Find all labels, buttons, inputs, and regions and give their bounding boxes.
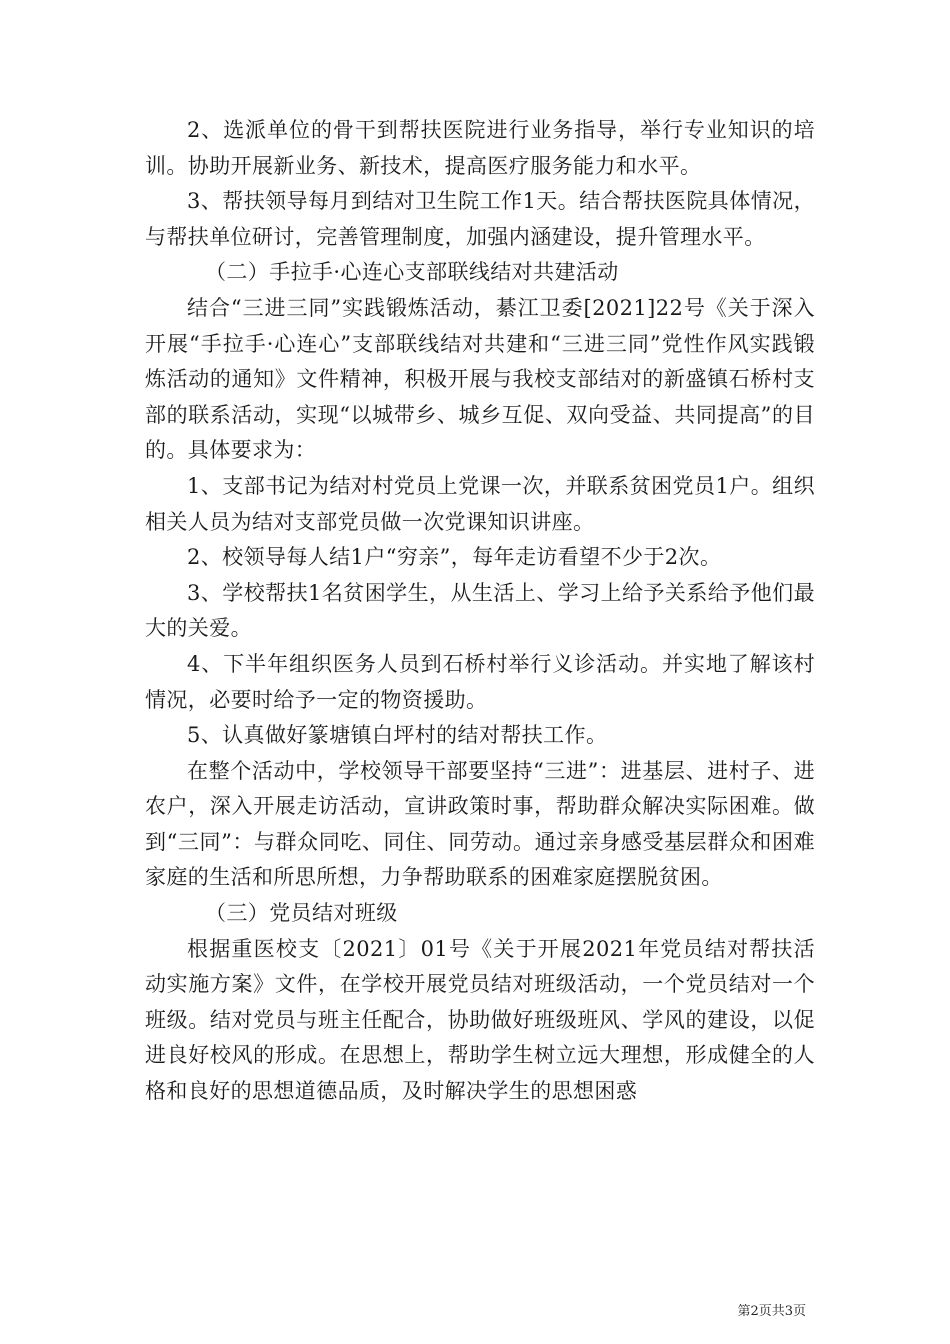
paragraph-three-in-three-same: 在整个活动中，学校领导干部要坚持“三进”：进基层、进村子、进农户，深入开展走访活动，宣讲政策时事，帮助群众解决实际困难。做到“三同”：与群众同吃、同住、同劳动。通过亲身感受基层群众和困难家庭的生活和所思所想，力争帮助联系的困难家庭摆脱贫困。 [145, 758, 815, 890]
paragraph-section-2-intro: 结合“三进三同”实践锻炼活动，綦江卫委[2021]22号《关于深入开展“手拉手·心连心”支部联线结对共建和“三进三同”党性作风实践锻炼活动的通知》文件精神，积极开展与我校支部结对的新盛镇石桥村支部的联系活动，实现“以城带乡、城乡互促、双向受益、共同提高”的目的。具体要求为： [145, 295, 815, 463]
paragraph-requirement-3: 3、学校帮扶1名贫困学生，从生活上、学习上给予关系给予他们最大的关爱。 [145, 580, 815, 641]
paragraph-item-3: 3、帮扶领导每月到结对卫生院工作1天。结合帮扶医院具体情况，与帮扶单位研讨，完善管理制度，加强内涵建设，提升管理水平。 [145, 189, 815, 249]
paragraph-requirement-2: 2、校领导每人结1户“穷亲”，每年走访看望不少于2次。 [187, 545, 722, 570]
section-heading-3: （三）党员结对班级 [205, 901, 398, 926]
paragraph-requirement-4: 4、下半年组织医务人员到石桥村举行义诊活动。并实地了解该村情况，必要时给予一定的物资援助。 [145, 651, 815, 712]
document-body [145, 113, 815, 1110]
section-heading-2: （二）手拉手·心连心支部联线结对共建活动 [205, 260, 619, 285]
paragraph-section-3-body: 根据重医校支〔2021〕01号《关于开展2021年党员结对帮扶活动实施方案》文件，在学校开展党员结对班级活动，一个党员结对一个班级。结对党员与班主任配合，协助做好班级班风、学风的建设，以促进良好校风的形成。在思想上，帮助学生树立远大理想，形成健全的人格和良好的思想道德品质，及时解决学生的思想困惑 [145, 936, 815, 1104]
page-number-footer: 第2页共3页 [737, 1304, 806, 1319]
paragraph-requirement-5: 5、认真做好篆塘镇白坪村的结对帮扶工作。 [187, 723, 608, 748]
paragraph-requirement-1: 1、支部书记为结对村党员上党课一次，并联系贫困党员1户。组织相关人员为结对支部党员做一次党课知识讲座。 [145, 473, 815, 534]
paragraph-item-2: 2、选派单位的骨干到帮扶医院进行业务指导，举行专业知识的培训。协助开展新业务、新技术，提高医疗服务能力和水平。 [145, 118, 815, 178]
